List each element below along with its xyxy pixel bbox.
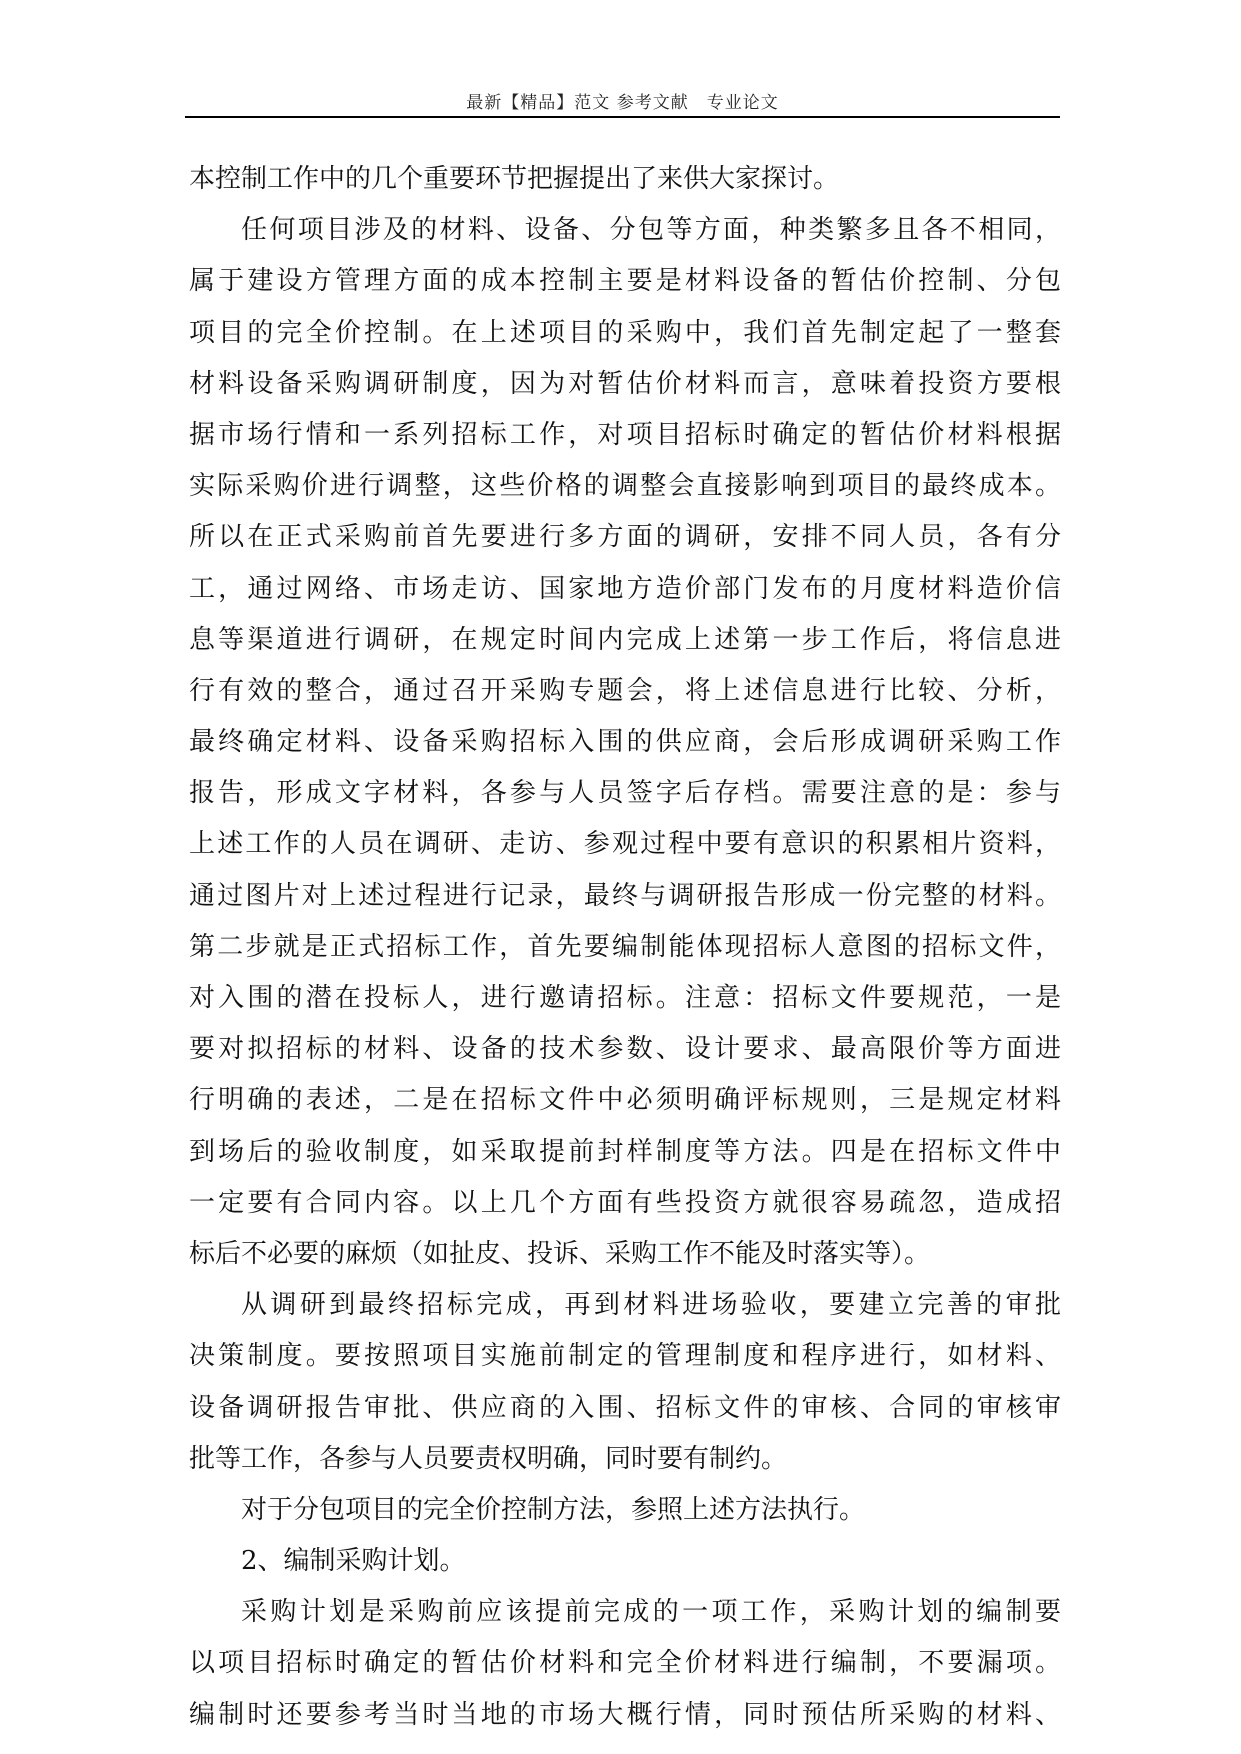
- text-line: 最终确定材料、设备采购招标入围的供应商，会后形成调研采购工作: [189, 727, 1061, 758]
- text-line: 属于建设方管理方面的成本控制主要是材料设备的暂估价控制、分包: [189, 266, 1061, 297]
- text-line: 2、编制采购计划。: [241, 1546, 466, 1577]
- page-header: 最新【精品】范文 参考文献 专业论文: [466, 93, 779, 113]
- text-line: 报告，形成文字材料，各参与人员签字后存档。需要注意的是：参与: [189, 778, 1061, 809]
- text-line: 设备调研报告审批、供应商的入围、招标文件的审核、合同的审核审: [189, 1392, 1061, 1423]
- text-line: 对入围的潜在投标人，进行邀请招标。注意：招标文件要规范，一是: [189, 983, 1061, 1013]
- text-line: 通过图片对上述过程进行记录，最终与调研报告形成一份完整的材料。: [189, 880, 1061, 911]
- text-line: 项目的完全价控制。在上述项目的采购中，我们首先制定起了一整套: [189, 317, 1061, 348]
- text-line: 实际采购价进行调整，这些价格的调整会直接影响到项目的最终成本。: [189, 471, 1061, 502]
- text-line: 行明确的表述，二是在招标文件中必须明确评标规则，三是规定材料: [189, 1085, 1061, 1116]
- text-line: 工，通过网络、市场走访、国家地方造价部门发布的月度材料造价信: [189, 573, 1061, 604]
- text-line: 采购计划是采购前应该提前完成的一项工作，采购计划的编制要: [241, 1597, 1061, 1628]
- text-line: 以项目招标时确定的暂估价材料和完全价材料进行编制，不要漏项。: [189, 1648, 1061, 1679]
- text-line: 到场后的验收制度，如采取提前封样制度等方法。四是在招标文件中: [189, 1136, 1061, 1167]
- text-line: 批等工作，各参与人员要责权明确，同时要有制约。: [189, 1443, 788, 1474]
- text-line: 要对拟招标的材料、设备的技术参数、设计要求、最高限价等方面进: [189, 1034, 1061, 1065]
- text-line: 任何项目涉及的材料、设备、分包等方面，种类繁多且各不相同，: [241, 215, 1061, 246]
- text-line: 一定要有合同内容。以上几个方面有些投资方就很容易疏忽，造成招: [189, 1187, 1061, 1218]
- document-body: [189, 154, 1061, 1741]
- text-line: 据市场行情和一系列招标工作，对项目招标时确定的暂估价材料根据: [189, 419, 1061, 450]
- text-line: 从调研到最终招标完成，再到材料进场验收，要建立完善的审批: [241, 1290, 1061, 1321]
- text-line: 本控制工作中的几个重要环节把握提出了来供大家探讨。: [189, 164, 840, 194]
- text-line: 上述工作的人员在调研、走访、参观过程中要有意识的积累相片资料，: [189, 829, 1061, 860]
- text-line: 行有效的整合，通过召开采购专题会，将上述信息进行比较、分析，: [189, 675, 1061, 706]
- text-line: 编制时还要参考当时当地的市场大概行情，同时预估所采购的材料、: [189, 1699, 1061, 1730]
- text-line: 对于分包项目的完全价控制方法，参照上述方法执行。: [241, 1494, 866, 1525]
- header-divider: [185, 116, 1060, 118]
- text-line: 第二步就是正式招标工作，首先要编制能体现招标人意图的招标文件，: [189, 931, 1061, 962]
- text-line: 标后不必要的麻烦（如扯皮、投诉、采购工作不能及时落实等）。: [189, 1238, 931, 1269]
- text-line: 决策制度。要按照项目实施前制定的管理制度和程序进行，如材料、: [189, 1341, 1061, 1372]
- text-line: 所以在正式采购前首先要进行多方面的调研，安排不同人员，各有分: [189, 522, 1061, 553]
- text-line: 材料设备采购调研制度，因为对暂估价材料而言，意味着投资方要根: [189, 368, 1061, 399]
- text-line: 息等渠道进行调研，在规定时间内完成上述第一步工作后，将信息进: [189, 624, 1061, 655]
